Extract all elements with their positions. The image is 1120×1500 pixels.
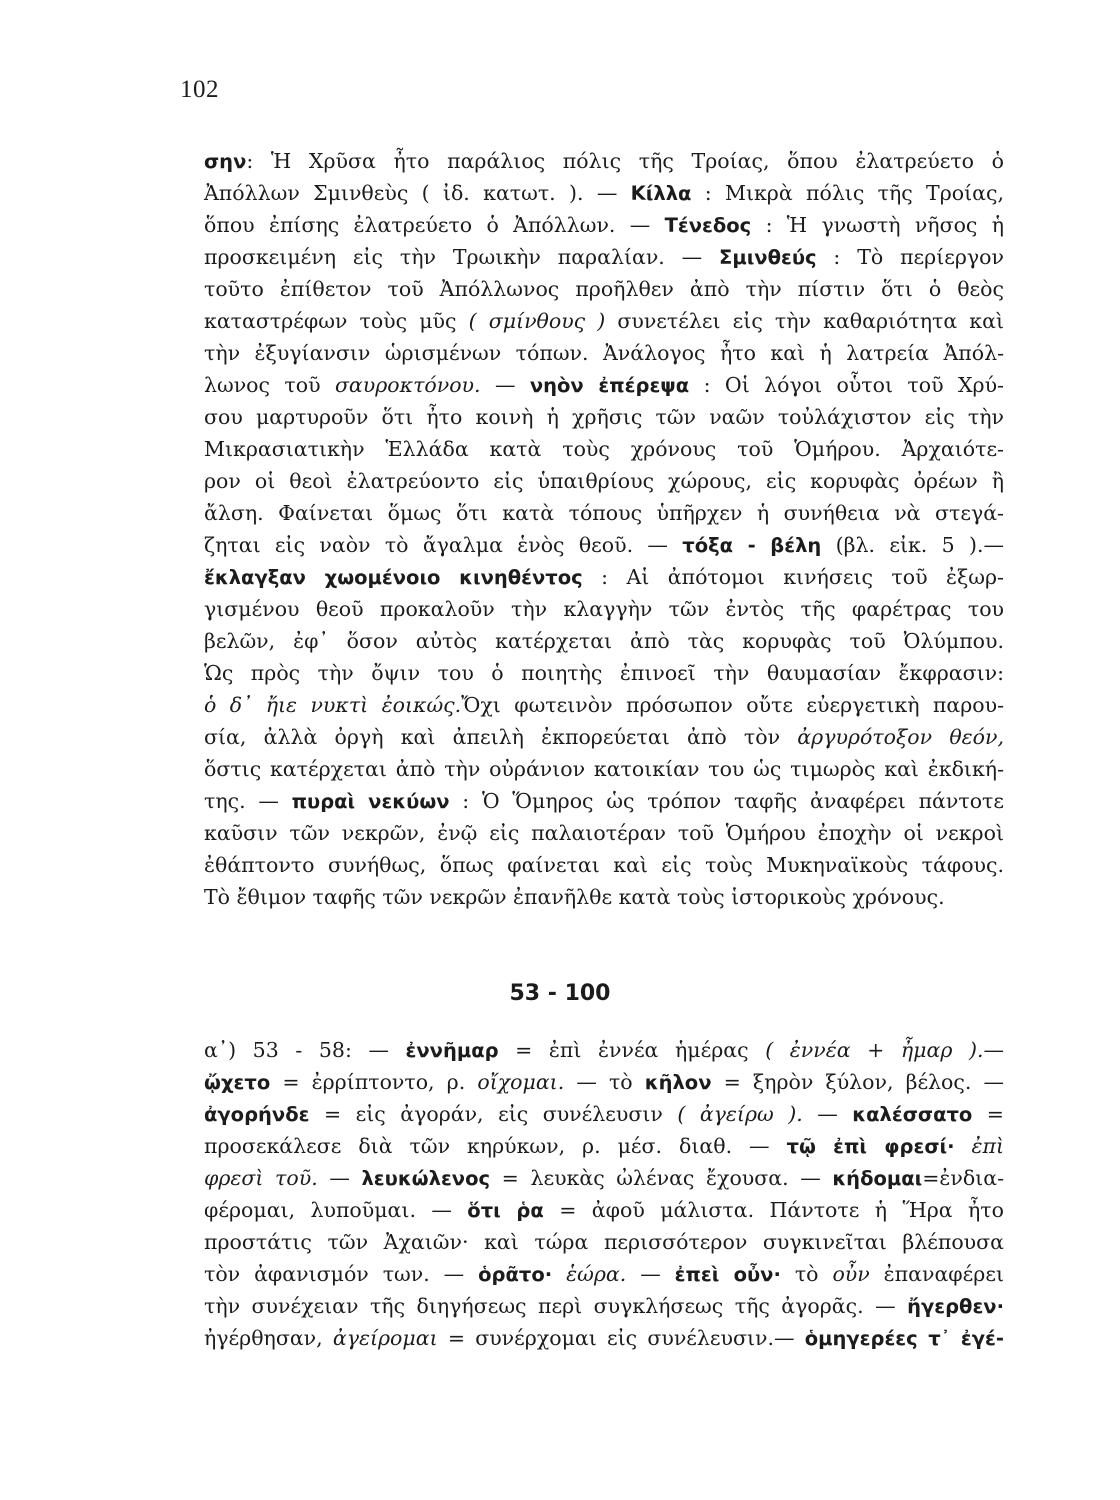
text-run: : Ἡ γνωστὴ νῆσος ἡ bbox=[751, 213, 1005, 237]
italic-text: ἐπὶ bbox=[971, 1134, 1004, 1158]
text-run: = συνέρχομαι εἰς συνέλευσιν.— bbox=[437, 1326, 805, 1350]
italic-text: ( σμίνθους ) bbox=[468, 309, 606, 333]
text-run: προσκειμένη εἰς τὴν Τρωικὴν παραλίαν. — bbox=[204, 245, 720, 269]
lemma: καλέσσατο bbox=[852, 1103, 973, 1126]
italic-text: σαυροκτόνου. bbox=[334, 373, 481, 397]
text-run: σου μαρτυροῦν ὅτι ἦτο κοινὴ ἡ χρῆσις τῶν ναῶν τοὐλάχιστον εἰς τὴν bbox=[204, 405, 1004, 429]
lemma: ἔκλαγξαν χωομένοιο κινηθέντος bbox=[204, 566, 583, 589]
text-run: = λευκὰς ὠλένας ἔχουσα. — bbox=[490, 1166, 833, 1190]
text-run: =ἐνδια- bbox=[922, 1166, 1004, 1190]
text-line bbox=[204, 433, 1004, 465]
text-line bbox=[204, 1098, 1004, 1130]
text-run: = ἀφοῦ μάλιστα. Πάντοτε ἡ Ἥρα ἦτο bbox=[543, 1198, 1004, 1222]
lemma: ὅτι ῥα bbox=[467, 1199, 544, 1222]
text-run: : Ἡ Χρῦσα ἦτο παράλιος πόλις τῆς Τροίας, ὅπου ἐλατρεύετο ὁ bbox=[246, 149, 1004, 173]
text-line bbox=[204, 369, 1004, 401]
text-run: (βλ. εἰκ. 5 ).— bbox=[821, 533, 1004, 557]
text-run: ζηται εἰς ναὸν τὸ ἄγαλμα ἑνὸς θεοῦ. — bbox=[204, 533, 683, 557]
text-line bbox=[204, 849, 1004, 881]
text-run: τὸν ἀφανισμόν των. — bbox=[204, 1262, 479, 1286]
lemma: νηὸν ἐπέρεψα bbox=[529, 374, 690, 397]
text-run: προσεκάλεσε διὰ τῶν κηρύκων, ρ. μέσ. διαθ. — bbox=[204, 1134, 787, 1158]
text-line bbox=[204, 529, 1004, 561]
text-run: βελῶν, ἐφ᾽ ὅσον αὐτὸς κατέρχεται ἀπὸ τὰς κορυφὰς τοῦ Ὀλύμπου. bbox=[204, 629, 1004, 653]
text-line bbox=[204, 1162, 1004, 1194]
lemma: ἤγερθεν· bbox=[907, 1295, 1004, 1318]
text-line bbox=[204, 1066, 1004, 1098]
lemma: λευκώλενος bbox=[361, 1167, 491, 1190]
text-run: τὴν ἐξυγίανσιν ὡρισμένων τόπων. Ἀνάλογος ἦτο καὶ ἡ λατρεία Ἀπόλ- bbox=[204, 341, 1004, 365]
lemma: Τένεδος bbox=[664, 214, 752, 237]
lemma: κήδομαι bbox=[832, 1167, 923, 1190]
lemma: κῆλον bbox=[644, 1071, 712, 1094]
italic-text: οὖν bbox=[832, 1262, 870, 1286]
italic-text: ὁ δ᾽ ἤιε νυκτὶ ἐοικώς. bbox=[204, 693, 462, 717]
text-line bbox=[204, 593, 1004, 625]
italic-text: ( ἀγείρω ). bbox=[677, 1102, 803, 1126]
text-run: — τὸ bbox=[564, 1070, 645, 1094]
italic-text: ( ἐννέα + ἦμαρ ). bbox=[765, 1038, 984, 1062]
text-run: ἠγέρθησαν, bbox=[204, 1326, 333, 1350]
lemma: ὁμηγερέες τ᾽ ἐγέ- bbox=[804, 1327, 1004, 1350]
text-line bbox=[204, 401, 1004, 433]
text-line bbox=[204, 1194, 1004, 1226]
lemma: Κίλλα bbox=[630, 182, 692, 205]
text-line bbox=[204, 177, 1004, 209]
text-run bbox=[955, 1134, 972, 1158]
text-line bbox=[204, 209, 1004, 241]
text-run: : Τὸ περίεργον bbox=[816, 245, 1004, 269]
text-line bbox=[204, 657, 1004, 689]
text-line bbox=[204, 337, 1004, 369]
lemma: ἀγορήνδε bbox=[204, 1103, 310, 1126]
text-run: = ἐρρίπτοντο, ρ. bbox=[270, 1070, 478, 1094]
text-run: φέρομαι, λυποῦμαι. — bbox=[204, 1198, 468, 1222]
text-run: ἐπαναφέρει bbox=[869, 1262, 1004, 1286]
text-run: ἄλση. Φαίνεται ὅμως ὅτι κατὰ τόπους ὑπῆρχεν ἡ συνήθεια νὰ στεγά- bbox=[204, 501, 1004, 525]
text-run: — bbox=[480, 373, 530, 397]
text-run: : Μικρὰ πόλις τῆς Τροίας, bbox=[691, 181, 1004, 205]
text-line bbox=[204, 465, 1004, 497]
text-run: = εἰς ἀγοράν, εἰς συνέλευσιν bbox=[309, 1102, 678, 1126]
text-line bbox=[204, 1034, 1004, 1066]
text-line bbox=[204, 881, 1004, 913]
text-run: : Ὁ Ὅμηρος ὡς τρόπον ταφῆς ἀναφέρει πάντοτε bbox=[449, 789, 1004, 813]
text-line bbox=[204, 1226, 1004, 1258]
text-line bbox=[204, 1290, 1004, 1322]
lemma: ᾤχετο bbox=[204, 1071, 271, 1094]
text-run: = ἐπὶ ἐννέα ἡμέρας bbox=[498, 1038, 766, 1062]
text-run: σία, ἀλλὰ ὀργὴ καὶ ἀπειλὴ ἐκπορεύεται ἀπὸ τὸν bbox=[204, 725, 798, 749]
lemma: ἐπεὶ οὖν· bbox=[674, 1263, 781, 1286]
text-run: γισμένου θεοῦ προκαλοῦν τὴν κλαγγὴν τῶν ἐντὸς τῆς φαρέτρας του bbox=[204, 597, 1004, 621]
text-run: Τὸ ἔθιμον ταφῆς τῶν νεκρῶν ἐπανῆλθε κατὰ τοὺς ἱστορικοὺς χρόνους. bbox=[204, 885, 945, 909]
text-run: : Οἱ λόγοι οὗτοι τοῦ Χρύ- bbox=[689, 373, 1004, 397]
text-line bbox=[204, 273, 1004, 305]
text-line bbox=[204, 1130, 1004, 1162]
text-run: τὸ bbox=[780, 1262, 833, 1286]
text-run: καῦσιν τῶν νεκρῶν, ἐνῷ εἰς παλαιοτέραν τοῦ Ὁμήρου ἐποχὴν οἱ νεκροὶ bbox=[204, 821, 1004, 845]
italic-text: φρεσὶ τοῦ. bbox=[204, 1166, 318, 1190]
text-line bbox=[204, 1258, 1004, 1290]
text-run: = ξηρὸν ξύλον, βέλος. — bbox=[711, 1070, 1004, 1094]
text-line bbox=[204, 785, 1004, 817]
text-run bbox=[552, 1262, 566, 1286]
text-line bbox=[204, 497, 1004, 529]
lemma: τῷ ἐπὶ φρεσί· bbox=[786, 1135, 955, 1158]
text-run: ἐθάπτοντο συνήθως, ὅπως φαίνεται καὶ εἰς τοὺς Μυκηναϊκοὺς τάφους. bbox=[204, 853, 1004, 877]
text-run: της. — bbox=[204, 789, 292, 813]
lemma: Σμινθεύς bbox=[719, 246, 817, 269]
text-run: Ἀπόλλων Σμινθεὺς ( ἰδ. κατωτ. ). — bbox=[204, 181, 631, 205]
text-run: ὅστις κατέρχεται ἀπὸ τὴν οὐράνιον κατοικίαν του ὡς τιμωρὸς καὶ ἐκδική- bbox=[204, 757, 1004, 781]
lemma: ὁρᾶτο· bbox=[478, 1263, 553, 1286]
lemma: τόξα - βέλη bbox=[682, 534, 822, 557]
text-run: Ὡς πρὸς τὴν ὄψιν του ὁ ποιητὴς ἐπινοεῖ τὴν θαυμασίαν ἔκφρασιν: bbox=[204, 661, 1004, 685]
text-line bbox=[204, 753, 1004, 785]
text-line bbox=[204, 721, 1004, 753]
text-run: ὅπου ἐπίσης ἐλατρεύετο ὁ Ἀπόλλων. — bbox=[204, 213, 665, 237]
text-run: Μικρασιατικὴν Ἑλλάδα κατὰ τοὺς χρόνους τοῦ Ὁμήρου. Ἀρχαιότε- bbox=[204, 437, 1004, 461]
text-line bbox=[204, 1322, 1004, 1354]
text-run: Ὄχι φωτεινὸν πρόσωπον οὔτε εὐεργετικὴ παρου- bbox=[461, 693, 1004, 717]
text-run: — bbox=[983, 1038, 1004, 1062]
glossary-text bbox=[204, 1034, 1004, 1354]
text-line bbox=[204, 305, 1004, 337]
text-run: = bbox=[972, 1102, 1004, 1126]
text-run: — bbox=[802, 1102, 853, 1126]
section-heading: 53 - 100 bbox=[509, 981, 611, 1006]
italic-text: ἀγείρομαι bbox=[332, 1326, 438, 1350]
italic-text: οἴχομαι. bbox=[477, 1070, 565, 1094]
lemma: σην bbox=[204, 150, 247, 173]
text-run: τὴν συνέχειαν τῆς διηγήσεως περὶ συγκλήσεως τῆς ἀγορᾶς. — bbox=[204, 1294, 908, 1318]
italic-text: ἀργυρότοξον θεόν, bbox=[797, 725, 1004, 749]
text-line bbox=[204, 561, 1004, 593]
text-line bbox=[204, 625, 1004, 657]
text-run: τοῦτο ἐπίθετον τοῦ Ἀπόλλωνος προῆλθεν ἀπὸ τὴν πίστιν ὅτι ὁ θεὸς bbox=[204, 277, 1004, 301]
text-run: λωνος τοῦ bbox=[204, 373, 335, 397]
text-run: — bbox=[317, 1166, 362, 1190]
italic-text: ἑώρα. bbox=[566, 1262, 627, 1286]
text-run: προστάτις τῶν Ἀχαιῶν· καὶ τώρα περισσότερον συγκινεῖται βλέπουσα bbox=[204, 1230, 1004, 1254]
text-line bbox=[204, 241, 1004, 273]
text-run: συνετέλει εἰς τὴν καθαριότητα καὶ bbox=[605, 309, 1004, 333]
page-number: 102 bbox=[180, 76, 219, 103]
text-run: καταστρέφων τοὺς μῦς bbox=[204, 309, 469, 333]
lemma: ἐννῆμαρ bbox=[405, 1039, 499, 1062]
text-line bbox=[204, 145, 1004, 177]
text-run: : Αἱ ἀπότομοι κινήσεις τοῦ ἐξωρ- bbox=[582, 565, 1004, 589]
lemma: πυραὶ νεκύων bbox=[291, 790, 450, 813]
text-run: ρον οἱ θεοὶ ἐλατρεύοντο εἰς ὑπαιθρίους χώρους, εἰς κορυφὰς ὀρέων ἢ bbox=[204, 469, 1004, 493]
text-line bbox=[204, 817, 1004, 849]
commentary-text bbox=[204, 145, 1004, 913]
text-run: α᾽) 53 - 58: — bbox=[204, 1038, 406, 1062]
text-run: — bbox=[626, 1262, 675, 1286]
text-line bbox=[204, 689, 1004, 721]
